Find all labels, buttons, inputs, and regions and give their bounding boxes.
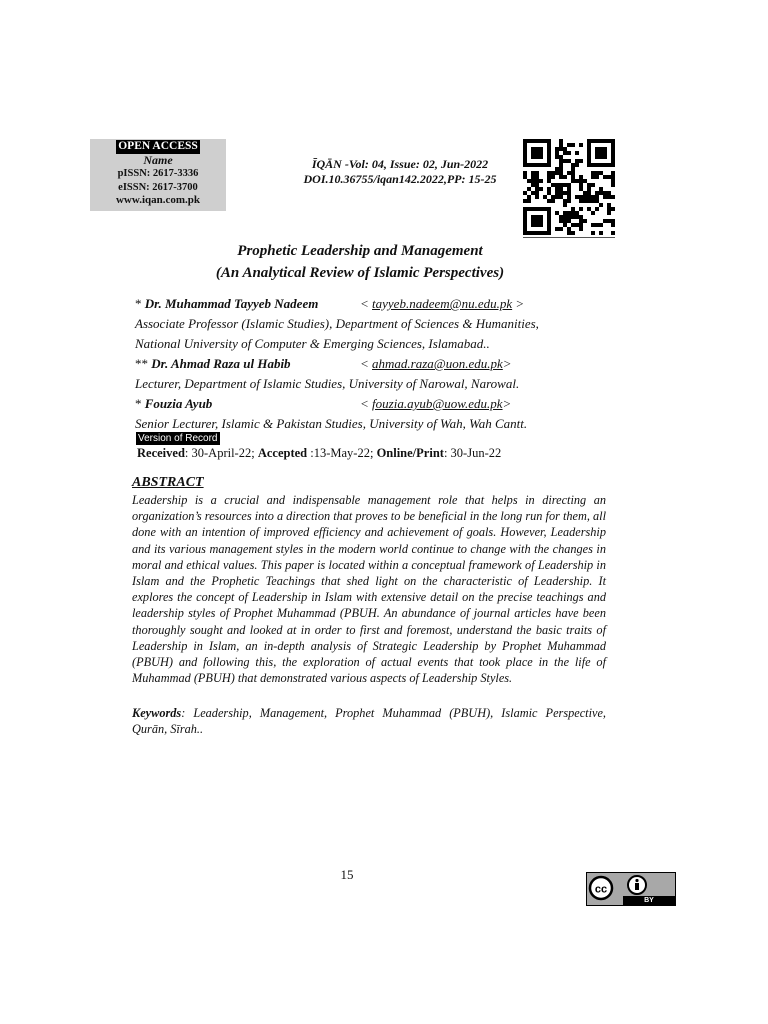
svg-text:cc: cc (594, 883, 608, 896)
author-affiliation: Lecturer, Department of Islamic Studies, University of Narowal, Narowal. (135, 376, 520, 391)
doi-line: DOI.10.36755/iqan142.2022,PP: 15-25 (303, 172, 497, 186)
publication-dates: Received: 30-April-22; Accepted :13-May-22; Online/Print: 30-Jun-22 (137, 446, 502, 460)
open-access-box (90, 139, 226, 211)
eissn: eISSN: 2617-3700 (118, 181, 198, 193)
author-name: Dr. Ahmad Raza ul Habib (151, 356, 291, 371)
paper-title-block (150, 240, 570, 284)
name-label: Name (143, 152, 173, 167)
keywords: Keywords: Leadership, Management, Prophet Muhammad (PBUH), Islamic Perspective, Qurān, Sīrah.. (132, 706, 606, 737)
author-line (135, 294, 575, 314)
open-access-label: OPEN ACCESS (118, 140, 198, 152)
abstract-heading: ABSTRACT (132, 475, 204, 490)
cc-by-license-badge (586, 872, 676, 906)
author-affiliation: National University of Computer & Emerging Sciences, Islamabad.. (135, 336, 490, 351)
page-number: 15 (340, 867, 354, 882)
author-email[interactable]: < fouzia.ayub@uow.edu.pk> (360, 396, 512, 411)
journal-info (270, 157, 530, 187)
author-line (135, 354, 575, 374)
paper-subtitle: (An Analytical Review of Islamic Perspectives) (215, 265, 505, 281)
version-of-record-label: Version of Record (138, 433, 218, 444)
journal-website: www.iqan.com.pk (115, 194, 201, 206)
author-name: Dr. Muhammad Tayyeb Nadeem (144, 296, 319, 311)
qr-code-icon (523, 139, 615, 238)
author-email[interactable]: < tayyeb.nadeem@nu.edu.pk > (360, 296, 525, 311)
abstract-text: Leadership is a crucial and indispensable management role that helps in directing an organization’s resources into a direction that proves to be beneficial in the long run for them, all done with an intention of improved efficiency and achievement of goals. However, Leadership and its various management styles in the modern world continue to change with the changes in moral and ethical values. This paper is located within a conceptual framework of Leadership in Islam and the Prophetic Teachings that shed light on the characteristic of Leadership. It explores the concept of Leadership in Islam with extensive detail on the precise teachings and leadership styles of Prophet Muhammad (PBUH. An abundance of journal articles have been thoroughly sought and looked at in order to first and foremost, understand the basic traits of Leadership in Islam, an in-depth analysis of Strategic Leadership by Prophet Muhammad (PBUH) and following this, the exploration of actual events that took place in the life of Muhammad (PBUH) that demonstrated various aspects of Leadership Styles. (132, 493, 606, 686)
author-line (135, 394, 575, 414)
author-marker: * (135, 396, 145, 411)
author-email[interactable]: < ahmad.raza@uon.edu.pk> (360, 356, 512, 371)
journal-volume-line: ĪQĀN -Vol: 04, Issue: 02, Jun-2022 (311, 157, 489, 171)
author-name: Fouzia Ayub (144, 396, 213, 411)
author-affiliation: Associate Professor (Islamic Studies), Department of Sciences & Humanities, (135, 316, 539, 331)
author-marker: ** (135, 356, 152, 371)
author-marker: * (135, 296, 145, 311)
pissn: pISSN: 2617-3336 (117, 168, 199, 179)
authors-block (135, 294, 575, 434)
author-affiliation: Senior Lecturer, Islamic & Pakistan Studies, University of Wah, Wah Cantt. (135, 416, 528, 431)
cc-by-label: BY (623, 896, 675, 905)
paper-title: Prophetic Leadership and Management (237, 243, 483, 259)
